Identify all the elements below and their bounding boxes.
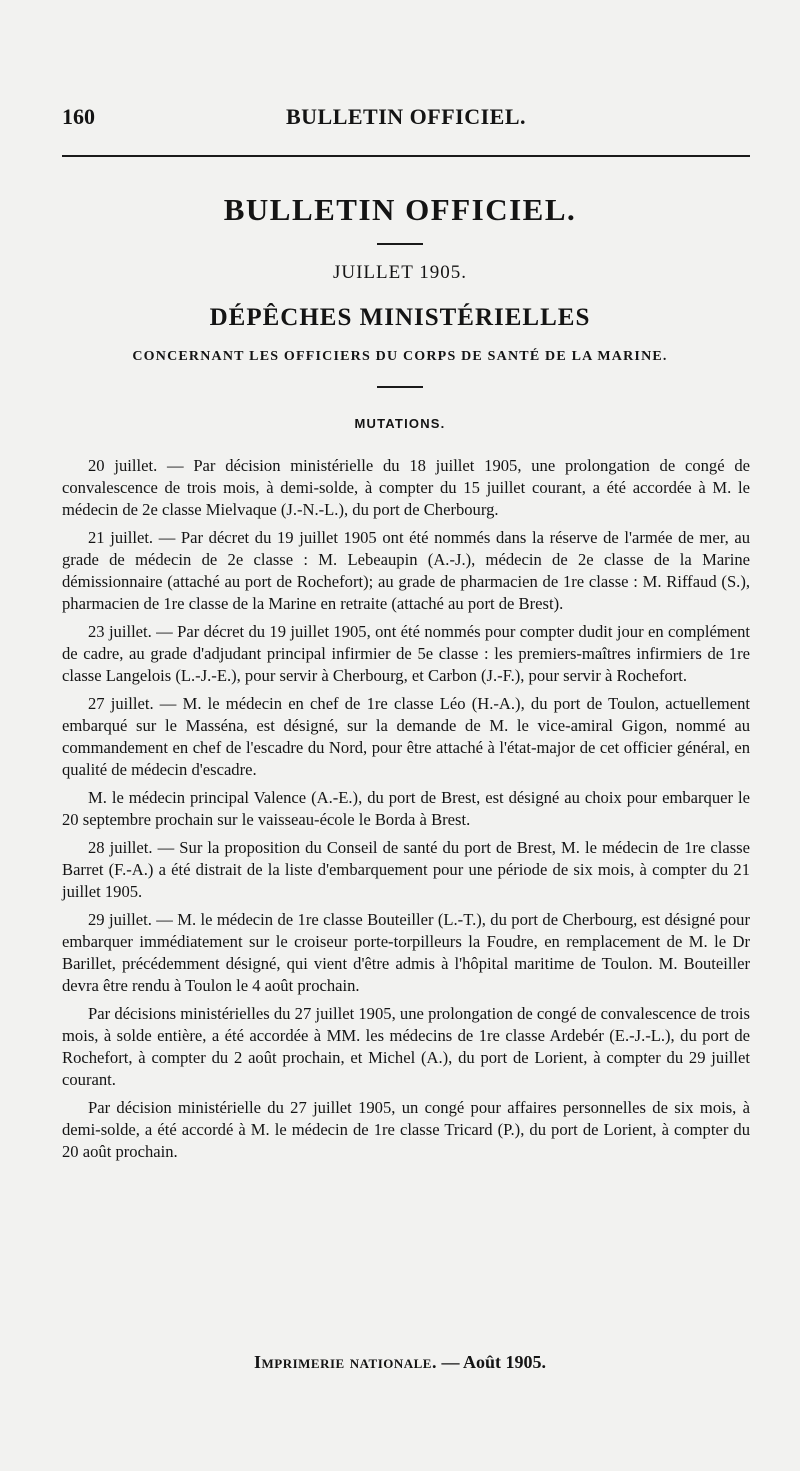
paragraph: Par décisions ministérielles du 27 juillet 1905, une prolongation de congé de convalescence de trois mois, à solde entière, a été accordée à MM. les médecins de 1re classe Ardebér (E.-J.-L.), du port de Rochefort, à compter du 2 août prochain, et Michel (A.), du port de Lorient, à compter du 29 juillet courant. bbox=[62, 1004, 750, 1089]
imprint-name: Imprimerie nationale. bbox=[253, 1352, 437, 1372]
imprint-date: Août 1905. bbox=[463, 1352, 547, 1372]
section-rule bbox=[377, 386, 423, 388]
paragraph: 23 juillet. — Par décret du 19 juillet 1905, ont été nommés pour compter dudit jour en complément de cadre, au grade d'adjudant principal infirmier de 5e classe : les premiers-maîtres infirmiers de 1re classe Langelois (L.-J.-E.), pour servir à Cherbourg, et Carbon (J.-F.), pour servir à Rochefort. bbox=[62, 622, 750, 685]
imprint-footer bbox=[0, 1352, 800, 1373]
paragraph: Par décision ministérielle du 27 juillet 1905, un congé pour affaires personnelles de six mois, à demi-solde, a été accordé à M. le médecin de 1re classe Tricard (P.), du port de Lorient, à compter du 20 août prochain. bbox=[62, 1098, 750, 1161]
body-text bbox=[62, 455, 750, 1169]
paragraph: 29 juillet. — M. le médecin de 1re classe Bouteiller (L.-T.), du port de Cherbourg, est désigné pour embarquer immédiatement sur le croiseur porte-torpilleurs la Foudre, en remplacement de M. le Dr Barillet, précédemment désigné, qui vient d'être admis à l'hôpital maritime de Toulon. M. Bouteiller devra être rendu à Toulon le 4 août prochain. bbox=[62, 910, 750, 995]
paragraph: M. le médecin principal Valence (A.-E.), du port de Brest, est désigné au choix pour embarquer le 20 septembre prochain sur le vaisseau-école le Borda à Brest. bbox=[62, 788, 750, 829]
paragraph: 20 juillet. — Par décision ministérielle du 18 juillet 1905, une prolongation de congé de convalescence de trois mois, à demi-solde, à compter du 15 juillet courant, a été accordée à M. le médecin de 2e classe Mielvaque (J.-N.-L.), du port de Cherbourg. bbox=[62, 456, 750, 519]
paragraph: 28 juillet. — Sur la proposition du Conseil de santé du port de Brest, M. le médecin de 1re classe Barret (F.-A.) a été distrait de la liste d'embarquement pour une période de six mois, à compter du 21 juillet 1905. bbox=[62, 838, 750, 901]
section-title: DÉPÊCHES MINISTÉRIELLES bbox=[209, 304, 591, 331]
imprint-separator: — bbox=[441, 1352, 460, 1372]
running-title: BULLETIN OFFICIEL. bbox=[285, 104, 527, 129]
running-head bbox=[62, 104, 750, 138]
page-number: 160 bbox=[62, 104, 95, 129]
main-title: BULLETIN OFFICIEL. bbox=[223, 192, 577, 227]
header-rule bbox=[62, 155, 750, 157]
paragraph: 21 juillet. — Par décret du 19 juillet 1905 ont été nommés dans la réserve de l'armée de mer, au grade de médecin de 2e classe : M. Lebeaupin (A.-J.), médecin de 2e classe de la Marine démissionnaire (attaché au port de Rochefort); au grade de pharmacien de 1re classe : M. Riffaud (S.), pharmacien de 1re classe de la Marine en retraite (attaché au port de Brest). bbox=[62, 528, 750, 613]
paragraph: 27 juillet. — M. le médecin en chef de 1re classe Léo (H.-A.), du port de Toulon, actuellement embarqué sur le Masséna, est désigné, sur la demande de M. le vice-amiral Gigon, nommé au commandement en chef de l'escadre du Nord, pour être attaché à l'état-major de cet officier général, en qualité de médecin d'escadre. bbox=[62, 694, 750, 779]
mutations-heading: MUTATIONS. bbox=[354, 416, 446, 431]
title-rule bbox=[377, 243, 423, 245]
date-line: JUILLET 1905. bbox=[332, 262, 468, 283]
section-subtitle: CONCERNANT LES OFFICIERS DU CORPS DE SANTÉ DE LA MARINE. bbox=[132, 349, 668, 364]
